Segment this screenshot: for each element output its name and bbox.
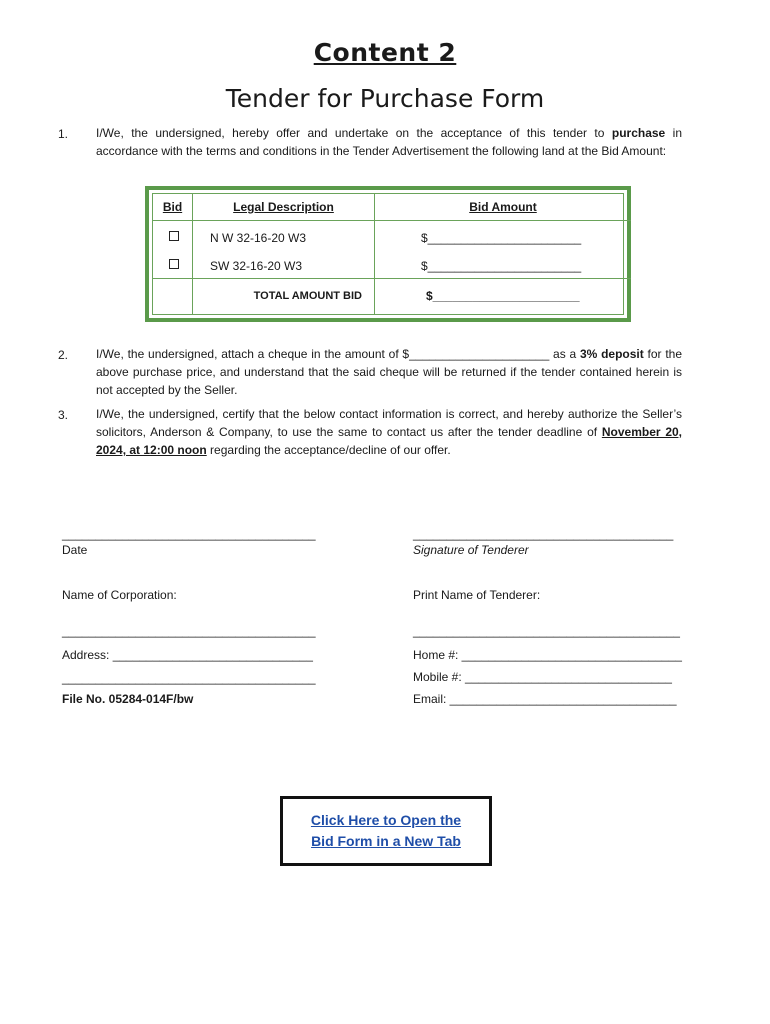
email-field[interactable]: Email: __________________________________ [413,692,677,706]
bid-checkbox-cell [153,221,193,279]
clause-3-text-a: I/We, the undersigned, certify that the below contact information is correct, and hereby authorize the Seller’s solicitors, Anderson & Company, to use the same to contact us after the tender deadline of [96,407,682,439]
clause-1-text [96,124,682,160]
clause-1-bold: purchase [611,126,666,140]
corporation-label: Name of Corporation: [62,588,177,602]
open-bid-form-link-line-1: Click Here to Open the [310,812,462,828]
clause-3-number: 3. [58,408,69,422]
print-name-line[interactable]: ________________________________________ [413,624,680,638]
clause-2-text-b: for the above purchase price, and understand that the said cheque will be returned if the tender contained herein is not accepted by the Seller. [96,347,682,397]
legal-description-cell [193,221,375,279]
clause-1-number: 1. [58,127,69,141]
total-amount-label: TOTAL AMOUNT BID [193,279,375,315]
header-bid: Bid [153,194,193,221]
clause-1-text-a: I/We, the undersigned, hereby offer and undertake on the acceptance of this tender to [96,126,612,140]
corporation-line[interactable]: ______________________________________ [62,624,316,638]
bid-amount-cell [375,221,631,279]
open-bid-form-box [280,796,492,866]
signature-line[interactable]: _______________________________________ [413,527,674,541]
clause-2-text-a: I/We, the undersigned, attach a cheque in the amount of $_____________________ as a [96,347,580,361]
print-name-label: Print Name of Tenderer: [413,588,541,602]
total-amount-value[interactable]: $______________________ [426,289,580,303]
bid-table-inner [152,193,624,315]
bid-checkbox-1[interactable] [169,231,179,241]
legal-description-row-2: SW 32-16-20 W3 [210,259,303,273]
clause-1-text-b: in accordance with the terms and conditions in the Tender Advertisement the following land at the Bid Amount: [96,126,682,158]
mobile-phone-field[interactable]: Mobile #: _______________________________ [413,670,672,684]
bid-amount-row-1[interactable]: $_______________________ [421,231,582,245]
signature-label: Signature of Tenderer [413,543,529,557]
clause-3-text [96,405,682,459]
total-amount-cell [375,279,631,315]
form-title: Tender for Purchase Form [225,84,545,113]
home-phone-field[interactable]: Home #: _________________________________ [413,648,682,662]
clause-2-bold: 3% deposit [579,347,644,361]
address-field[interactable]: Address: ______________________________ [62,648,313,662]
header-legal-description: Legal Description [193,194,375,221]
bid-amount-row-2[interactable]: $_______________________ [421,259,582,273]
open-bid-form-link-line-2: Bid Form in a New Tab [311,833,461,849]
legal-description-row-1: N W 32-16-20 W3 [210,231,307,245]
clause-2-text [96,345,682,399]
bid-checkbox-2[interactable] [169,259,179,269]
file-number: File No. 05284-014F/bw [62,692,194,706]
total-empty-cell [153,279,193,315]
bid-table [145,186,631,322]
page-title: Content 2 [313,38,457,67]
address-line-2[interactable]: ______________________________________ [62,671,316,685]
open-bid-form-link[interactable] [283,810,489,852]
date-line[interactable]: ______________________________________ [62,527,316,541]
clause-3-deadline: November 20, 2024, at 12:00 noon [96,425,683,457]
clause-3-text-b: regarding the acceptance/decline of our offer. [206,443,451,457]
clause-2-number: 2. [58,348,69,362]
date-label: Date [62,543,88,557]
header-bid-amount: Bid Amount [375,194,631,221]
